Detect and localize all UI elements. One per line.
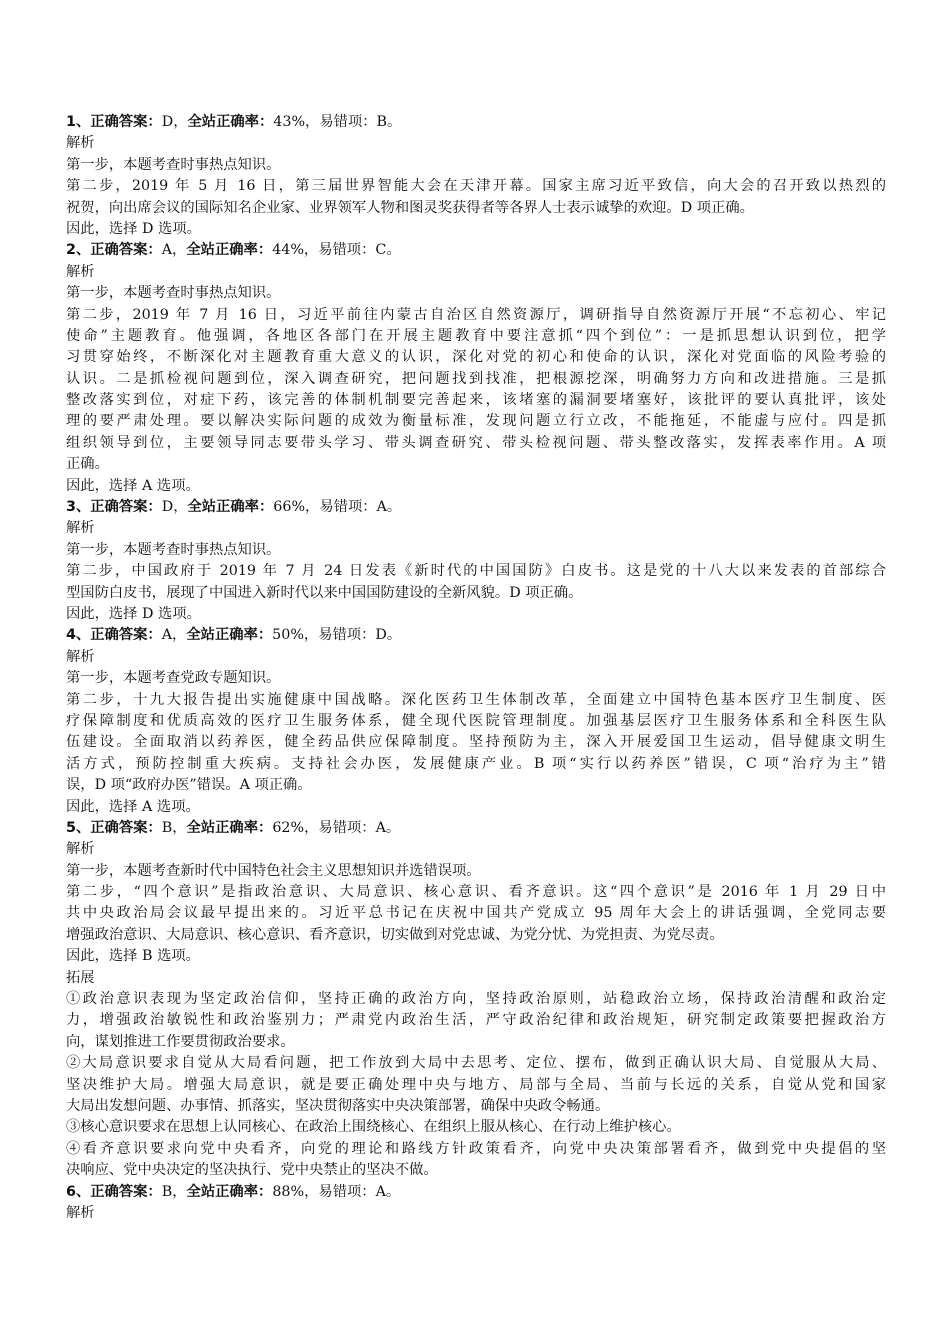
text-line: 使命”主题教育。他强调，各地区各部门在开展主题教育中要注意抓“四个到位”：一是抓思想认识到位，把学 — [66, 327, 886, 344]
rate-label: 全站正确率： — [187, 114, 274, 130]
section-heading: 解析 — [66, 520, 95, 537]
rate-value: 62%，易错项：A。 — [272, 819, 401, 836]
text-line: 正确。 — [66, 456, 109, 473]
answer-value: B， — [161, 819, 187, 836]
text-line: 第一步，本题考查时事热点知识。 — [66, 156, 281, 173]
rate-label: 全站正确率： — [186, 819, 273, 836]
text-line: 因此，选择 B 选项。 — [66, 948, 200, 965]
answer-line — [66, 1182, 886, 1203]
text-line: 决响应、党中央决定的坚决执行、党中央禁止的坚决不做。 — [66, 1162, 438, 1179]
rate-label: 全站正确率： — [186, 1183, 273, 1200]
text-line: 伍建设。全面取消以药养医，健全药品供应保障制度。坚持预防为主，深入开展爱国卫生运动，倡导健康文明生 — [66, 734, 886, 751]
text-line: 因此，选择 D 选项。 — [66, 605, 201, 622]
rate-value: 50%，易错项：D。 — [272, 627, 402, 644]
text-line: 向，谋划推进工作要贯彻政治要求。 — [66, 1033, 295, 1050]
section-heading: 解析 — [66, 841, 95, 858]
question-block — [66, 240, 886, 497]
rate-label: 全站正确率： — [186, 627, 273, 644]
rate-value: 43%，易错项：B。 — [273, 114, 402, 130]
text-line: 活方式，预防控制重大疾病。支持社会办医，发展健康产业。B 项“实行以药养医”错误，C 项“治疗为主”错 — [66, 755, 886, 772]
question-block — [66, 625, 886, 818]
text-line: 认识。二是抓检视问题到位，深入调查研究，把问题找到找准，把根源挖深，明确努力方向和改进措施。三是抓 — [66, 370, 886, 387]
answer-value: A， — [161, 627, 187, 644]
section-heading: 解析 — [66, 263, 95, 280]
answer-value: D， — [161, 114, 188, 130]
question-block — [66, 818, 886, 1182]
text-line: 因此，选择 A 选项。 — [66, 477, 200, 494]
text-line: 第一步，本题考查时事热点知识。 — [66, 541, 281, 558]
answer-label: 正确答案： — [90, 242, 162, 259]
answer-line — [66, 818, 886, 839]
text-line: 习贯穿始终，不断深化对主题教育重大意义的认识，深化对党的初心和使命的认识，深化对党面临的风险考验的 — [66, 349, 886, 366]
text-line: 第一步，本题考查时事热点知识。 — [66, 285, 281, 302]
text-line: ①政治意识表现为坚定政治信仰，坚持正确的政治方向，坚持政治原则，站稳政治立场，保持政治清醒和政治定 — [66, 991, 886, 1008]
rate-value: 66%，易错项：A。 — [273, 499, 402, 516]
text-line: 型国防白皮书，展现了中国进入新时代以来中国国防建设的全新风貌。D 项正确。 — [66, 584, 583, 601]
rate-label: 全站正确率： — [186, 242, 273, 259]
question-number: 1、 — [66, 114, 91, 130]
text-line: 因此，选择 D 选项。 — [66, 220, 201, 237]
answer-value: D， — [161, 499, 188, 516]
answer-label: 正确答案： — [90, 499, 162, 516]
question-block — [66, 497, 886, 625]
question-number: 5、 — [66, 819, 91, 836]
section-heading: 解析 — [66, 648, 95, 665]
text-line: 增强政治意识、大局意识、核心意识、看齐意识，切实做到对党忠诚、为党分忧、为党担责、为党尽责。 — [66, 926, 724, 943]
text-line: 第二步，“四个意识”是指政治意识、大局意识、核心意识、看齐意识。这“四个意识”是 2016 年 1 月 29 日中 — [66, 884, 886, 901]
section-heading: 解析 — [66, 1204, 95, 1221]
text-line: 第二步，2019 年 5 月 16 日，第三届世界智能大会在天津开幕。国家主席习近平致信，向大会的召开致以热烈的 — [66, 178, 886, 195]
text-line: 共中央政治局会议最早提出来的。习近平总书记在庆祝中国共产党成立 95 周年大会上的讲话强调，全党同志要 — [66, 905, 886, 922]
text-line: ③核心意识要求在思想上认同核心、在政治上围绕核心、在组织上服从核心、在行动上维护核心。 — [66, 1119, 681, 1136]
rate-label: 全站正确率： — [187, 499, 274, 516]
text-line: 坚决维护大局。增强大局意识，就是要正确处理中央与地方、局部与全局、当前与长远的关系，自觉从党和国家 — [66, 1076, 886, 1093]
question-number: 6、 — [66, 1183, 91, 1200]
answer-label: 正确答案： — [90, 819, 162, 836]
text-line: 力，增强政治敏锐性和政治鉴别力；严肃党内政治生活，严守政治纪律和政治规矩，研究制定政策要把握政治方 — [66, 1012, 886, 1029]
text-line: 疗保障制度和优质高效的医疗卫生服务体系，健全现代医院管理制度。加强基层医疗卫生服务体系和全科医生队 — [66, 712, 886, 729]
question-number: 4、 — [66, 627, 91, 644]
section-heading: 解析 — [66, 135, 95, 152]
answer-value: A， — [161, 242, 187, 259]
text-line: 理的要严肃处理。要以解决实际问题的成效为衡量标准，发现问题立行立改，不能拖延，不能虚与应付。四是抓 — [66, 413, 886, 430]
answer-label: 正确答案： — [90, 114, 162, 130]
answer-explanations-document — [66, 112, 886, 1224]
answer-line — [66, 112, 886, 133]
text-line: 第二步，十九大报告提出实施健康中国战略。深化医药卫生体制改革，全面建立中国特色基本医疗卫生制度、医 — [66, 691, 886, 708]
rate-value: 88%，易错项：A。 — [272, 1183, 401, 1200]
question-block — [66, 112, 886, 240]
text-line: 整改落实到位，对症下药，该完善的体制机制要完善起来，该堵塞的漏洞要堵塞好，该批评的要认真批评，该处 — [66, 392, 886, 409]
answer-label: 正确答案： — [90, 1183, 162, 1200]
text-line: 祝贺，向出席会议的国际知名企业家、业界领军人物和图灵奖获得者等各界人士表示诚挚的欢迎。D 项正确。 — [66, 199, 754, 216]
text-line: 第二步，2019 年 7 月 16 日，习近平前往内蒙古自治区自然资源厅，调研指导自然资源厅开展“不忘初心、牢记 — [66, 306, 886, 323]
text-line: ②大局意识要求自觉从大局看问题，把工作放到大局中去思考、定位、摆布，做到正确认识大局、自觉服从大局、 — [66, 1055, 886, 1072]
answer-value: B， — [161, 1183, 187, 1200]
text-line: 组织领导到位，主要领导同志要带头学习、带头调查研究、带头检视问题、带头整改落实，发挥表率作用。A 项 — [66, 434, 886, 451]
rate-value: 44%，易错项：C。 — [272, 242, 401, 259]
answer-line — [66, 625, 886, 646]
question-number: 2、 — [66, 242, 91, 259]
text-line: 第一步，本题考查新时代中国特色社会主义思想知识并选错误项。 — [66, 862, 481, 879]
answer-line — [66, 240, 886, 261]
question-number: 3、 — [66, 499, 91, 516]
section-heading: 拓展 — [66, 969, 95, 986]
text-line: 第二步，中国政府于 2019 年 7 月 24 日发表《新时代的中国国防》白皮书。这是党的十八大以来发表的首部综合 — [66, 563, 886, 580]
question-block — [66, 1182, 886, 1225]
text-line: ④看齐意识要求向党中央看齐，向党的理论和路线方针政策看齐，向党中央决策部署看齐，做到党中央提倡的坚 — [66, 1140, 886, 1157]
text-line: 大局出发想问题、办事情、抓落实，坚决贯彻落实中央决策部署，确保中央政令畅通。 — [66, 1097, 610, 1114]
text-line: 误，D 项“政府办医”错误。A 项正确。 — [66, 777, 312, 794]
answer-label: 正确答案： — [90, 627, 162, 644]
text-line: 第一步，本题考查党政专题知识。 — [66, 670, 281, 687]
text-line: 因此，选择 A 选项。 — [66, 798, 200, 815]
answer-line — [66, 497, 886, 518]
